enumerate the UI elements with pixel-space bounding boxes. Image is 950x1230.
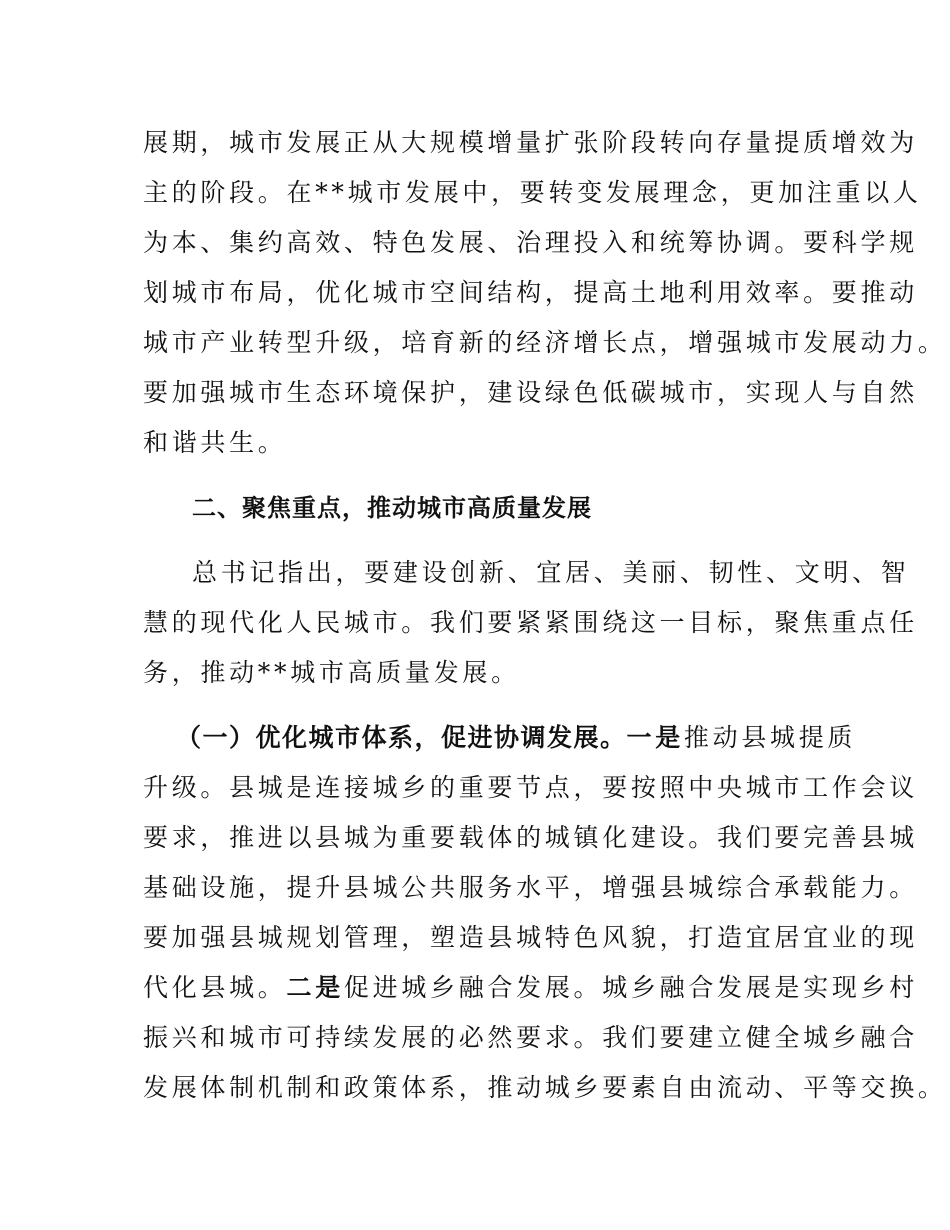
paragraph-line: 发展体制机制和政策体系，推动城乡要素自由流动、平等交换。 [143, 1073, 947, 1102]
line-suffix: 促进城乡融合发展。城乡融合发展是实现乡村 [343, 973, 918, 1002]
paragraph-line: 务，推动**城市高质量发展。 [143, 658, 520, 687]
first-marker: 一是 [626, 723, 684, 752]
section-heading: 二、聚焦重点，推动城市高质量发展 [192, 494, 592, 522]
subsection-first-line [176, 718, 856, 758]
paragraph-line: 城市产业转型升级，培育新的经济增长点，增强城市发展动力。 [143, 328, 947, 357]
first-line-rest: 推动县城提质 [683, 723, 857, 752]
paragraph-line: 振兴和城市可持续发展的必然要求。我们要建立健全城乡融合 [143, 1023, 918, 1052]
paragraph-line: 主的阶段。在**城市发展中，要转变发展理念，更加注重以人 [143, 178, 922, 207]
paragraph-line: 慧的现代化人民城市。我们要紧紧围绕这一目标，聚焦重点任 [143, 608, 918, 637]
paragraph-line: 要求，推进以县城为重要载体的城镇化建设。我们要完善县城 [143, 823, 918, 852]
paragraph-line: 总书记指出，要建设创新、宜居、美丽、韧性、文明、智 [192, 558, 910, 587]
paragraph-line: 展期，城市发展正从大规模增量扩张阶段转向存量提质增效为 [143, 128, 918, 157]
subsection-title: （一）优化城市体系，促进协调发展。 [176, 723, 627, 752]
paragraph-line: 和谐共生。 [143, 428, 287, 457]
paragraph-line: 要加强县城规划管理，塑造县城特色风貌，打造宜居宜业的现 [143, 923, 918, 952]
paragraph-line: 为本、集约高效、特色发展、治理投入和统筹协调。要科学规 [143, 228, 918, 257]
paragraph-line: 升级。县城是连接城乡的重要节点，要按照中央城市工作会议 [143, 773, 918, 802]
line-prefix: 代化县城。 [143, 973, 287, 1002]
paragraph-line: 要加强城市生态环境保护，建设绿色低碳城市，实现人与自然 [143, 378, 918, 407]
paragraph-line: 基础设施，提升县城公共服务水平，增强县城综合承载能力。 [143, 873, 918, 902]
second-marker: 二是 [286, 973, 344, 1002]
paragraph-line: 划城市布局，优化城市空间结构，提高土地利用效率。要推动 [143, 278, 918, 307]
paragraph-line-mixed [143, 968, 918, 1008]
